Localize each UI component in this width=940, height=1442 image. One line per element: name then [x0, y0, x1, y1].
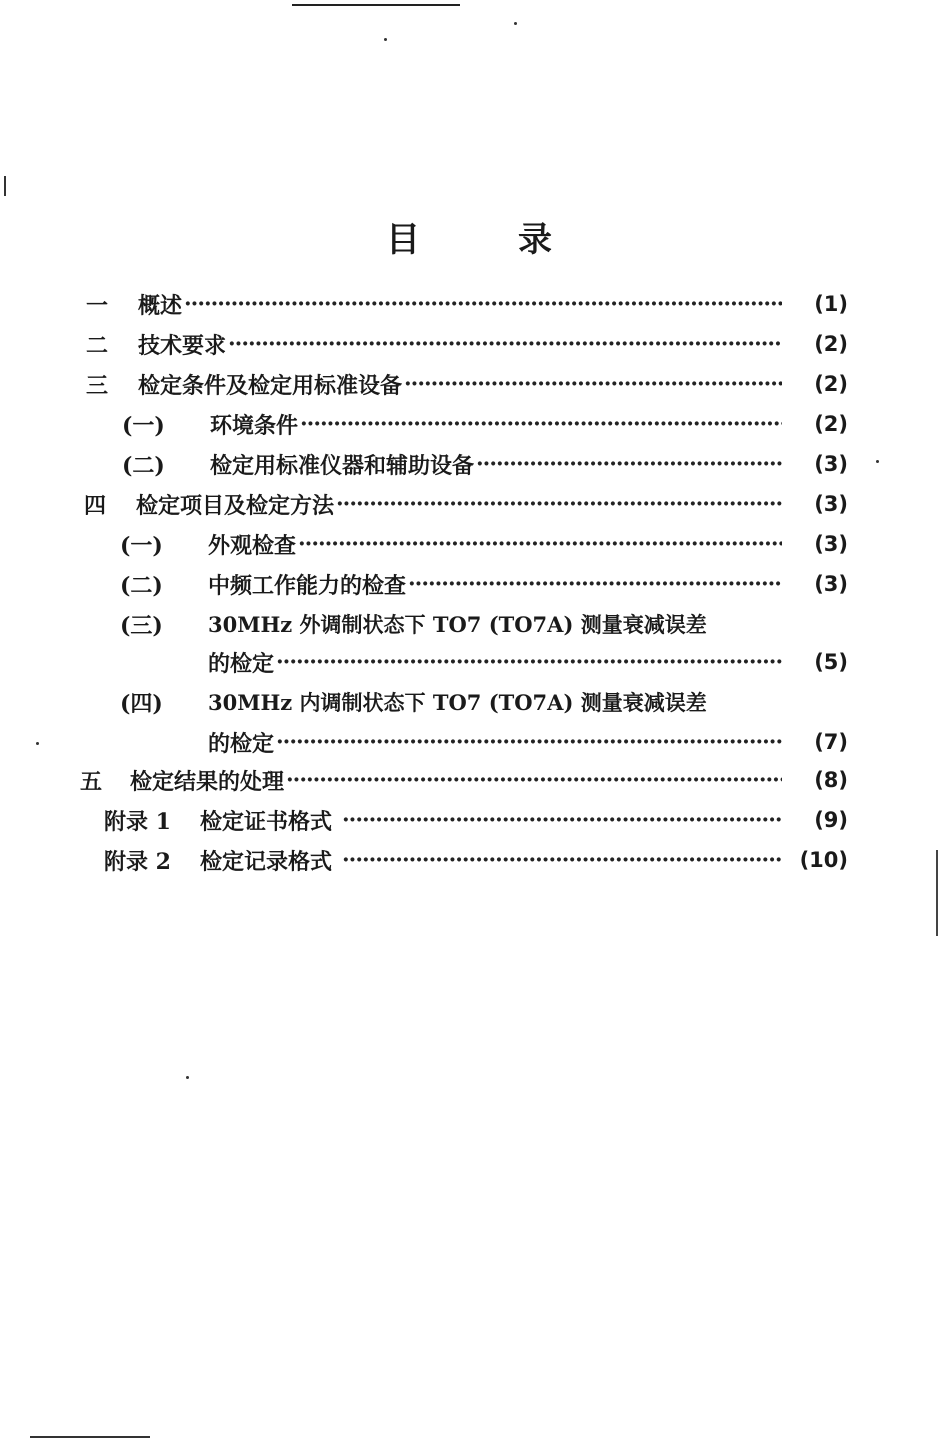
toc-entry-page: (8) — [814, 768, 848, 792]
toc-leader-dots — [184, 284, 782, 324]
toc-entry-number: (三) — [120, 612, 163, 639]
toc-entry-page: (7) — [814, 730, 848, 754]
scan-speck — [36, 742, 39, 745]
toc-entry-number: (一) — [122, 412, 165, 439]
toc-entry[interactable] — [122, 444, 848, 484]
toc-entry-title: 中频工作能力的检查 — [208, 572, 407, 599]
toc-entry-number: 附录 2 — [104, 848, 171, 875]
toc-entry-continued[interactable] — [208, 642, 848, 682]
toc-entry[interactable] — [120, 604, 848, 644]
scan-speck — [186, 1076, 189, 1079]
page-title — [0, 212, 940, 261]
toc-entry-title: 检定结果的处理 — [130, 768, 285, 795]
toc-entry-continued[interactable] — [208, 722, 848, 762]
toc-entry-number: 附录 1 — [104, 808, 171, 835]
toc-entry-page: (3) — [814, 492, 848, 516]
toc-entry-title: 检定证书格式 — [200, 808, 333, 835]
toc-entry-title: 30MHz 内调制状态下 TO7 (TO7A) 测量衰减误差 — [208, 690, 707, 715]
toc-leader-dots — [228, 324, 782, 364]
toc-entry-title: 30MHz 外调制状态下 TO7 (TO7A) 测量衰减误差 — [208, 612, 707, 637]
toc-leader-dots — [408, 564, 782, 604]
toc-entry-title: 检定记录格式 — [200, 848, 333, 875]
toc-leader-dots — [276, 722, 782, 762]
scan-speck — [514, 22, 517, 25]
toc-entry-title: 检定用标准仪器和辅助设备 — [210, 452, 475, 479]
toc-entry-number: (一) — [120, 532, 163, 559]
toc-entry-page: (2) — [814, 332, 848, 356]
toc-entry-number: 一 — [86, 292, 109, 319]
toc-entry-number: 四 — [84, 492, 107, 519]
scan-speck — [876, 460, 879, 463]
toc-entry-number: 三 — [86, 372, 109, 399]
toc-entry-title: 检定项目及检定方法 — [136, 492, 335, 519]
toc-entry-title: 环境条件 — [210, 412, 299, 439]
toc-entry-title: 的检定 — [208, 650, 275, 677]
toc-entry-number: (二) — [120, 572, 163, 599]
toc-entry-title: 外观检查 — [208, 532, 297, 559]
toc-entry-page: (10) — [799, 848, 848, 872]
toc-entry-page: (3) — [814, 452, 848, 476]
toc-leader-dots — [276, 642, 782, 682]
toc-entry-page: (5) — [814, 650, 848, 674]
toc-entry-page: (9) — [814, 808, 848, 832]
toc-entry-title: 技术要求 — [138, 332, 227, 359]
toc-leader-dots — [342, 840, 782, 880]
toc-entry[interactable] — [122, 404, 848, 444]
toc-entry-page: (2) — [814, 372, 848, 396]
toc-entry[interactable] — [120, 682, 848, 722]
toc-entry[interactable] — [80, 760, 848, 800]
toc-leader-dots — [404, 364, 782, 404]
scan-speck — [384, 38, 387, 41]
toc-entry[interactable] — [120, 524, 848, 564]
toc-entry-title: 检定条件及检定用标准设备 — [138, 372, 403, 399]
toc-entry-title: 概述 — [138, 292, 183, 319]
toc-entry[interactable] — [84, 484, 848, 524]
toc-entry[interactable] — [86, 284, 848, 324]
toc-entry-title: 的检定 — [208, 730, 275, 757]
toc-entry-page: (3) — [814, 532, 848, 556]
toc-entry-page: (3) — [814, 572, 848, 596]
toc-entry-number: 二 — [86, 332, 109, 359]
toc-entry[interactable] — [86, 364, 848, 404]
toc-entry-number: (二) — [122, 452, 165, 479]
toc-entry[interactable] — [86, 324, 848, 364]
toc-leader-dots — [342, 800, 782, 840]
toc-entry-page: (1) — [814, 292, 848, 316]
toc-entry-number: (四) — [120, 690, 163, 717]
toc-leader-dots — [300, 404, 782, 444]
toc-entry-number: 五 — [80, 768, 103, 795]
scan-mark-bottom — [30, 1436, 150, 1441]
toc-entry[interactable] — [104, 800, 848, 840]
scan-mark-top — [292, 0, 460, 6]
scan-edge-line — [936, 850, 938, 936]
title-char-2: 录 — [518, 220, 554, 260]
scan-speck — [4, 176, 6, 196]
toc-entry[interactable] — [120, 564, 848, 604]
toc-entry-page: (2) — [814, 412, 848, 436]
toc-leader-dots — [476, 444, 782, 484]
toc-leader-dots — [298, 524, 782, 564]
toc-entry[interactable] — [104, 840, 848, 880]
toc-leader-dots — [286, 760, 782, 800]
title-char-1: 目 — [386, 220, 422, 260]
toc-leader-dots — [336, 484, 782, 524]
